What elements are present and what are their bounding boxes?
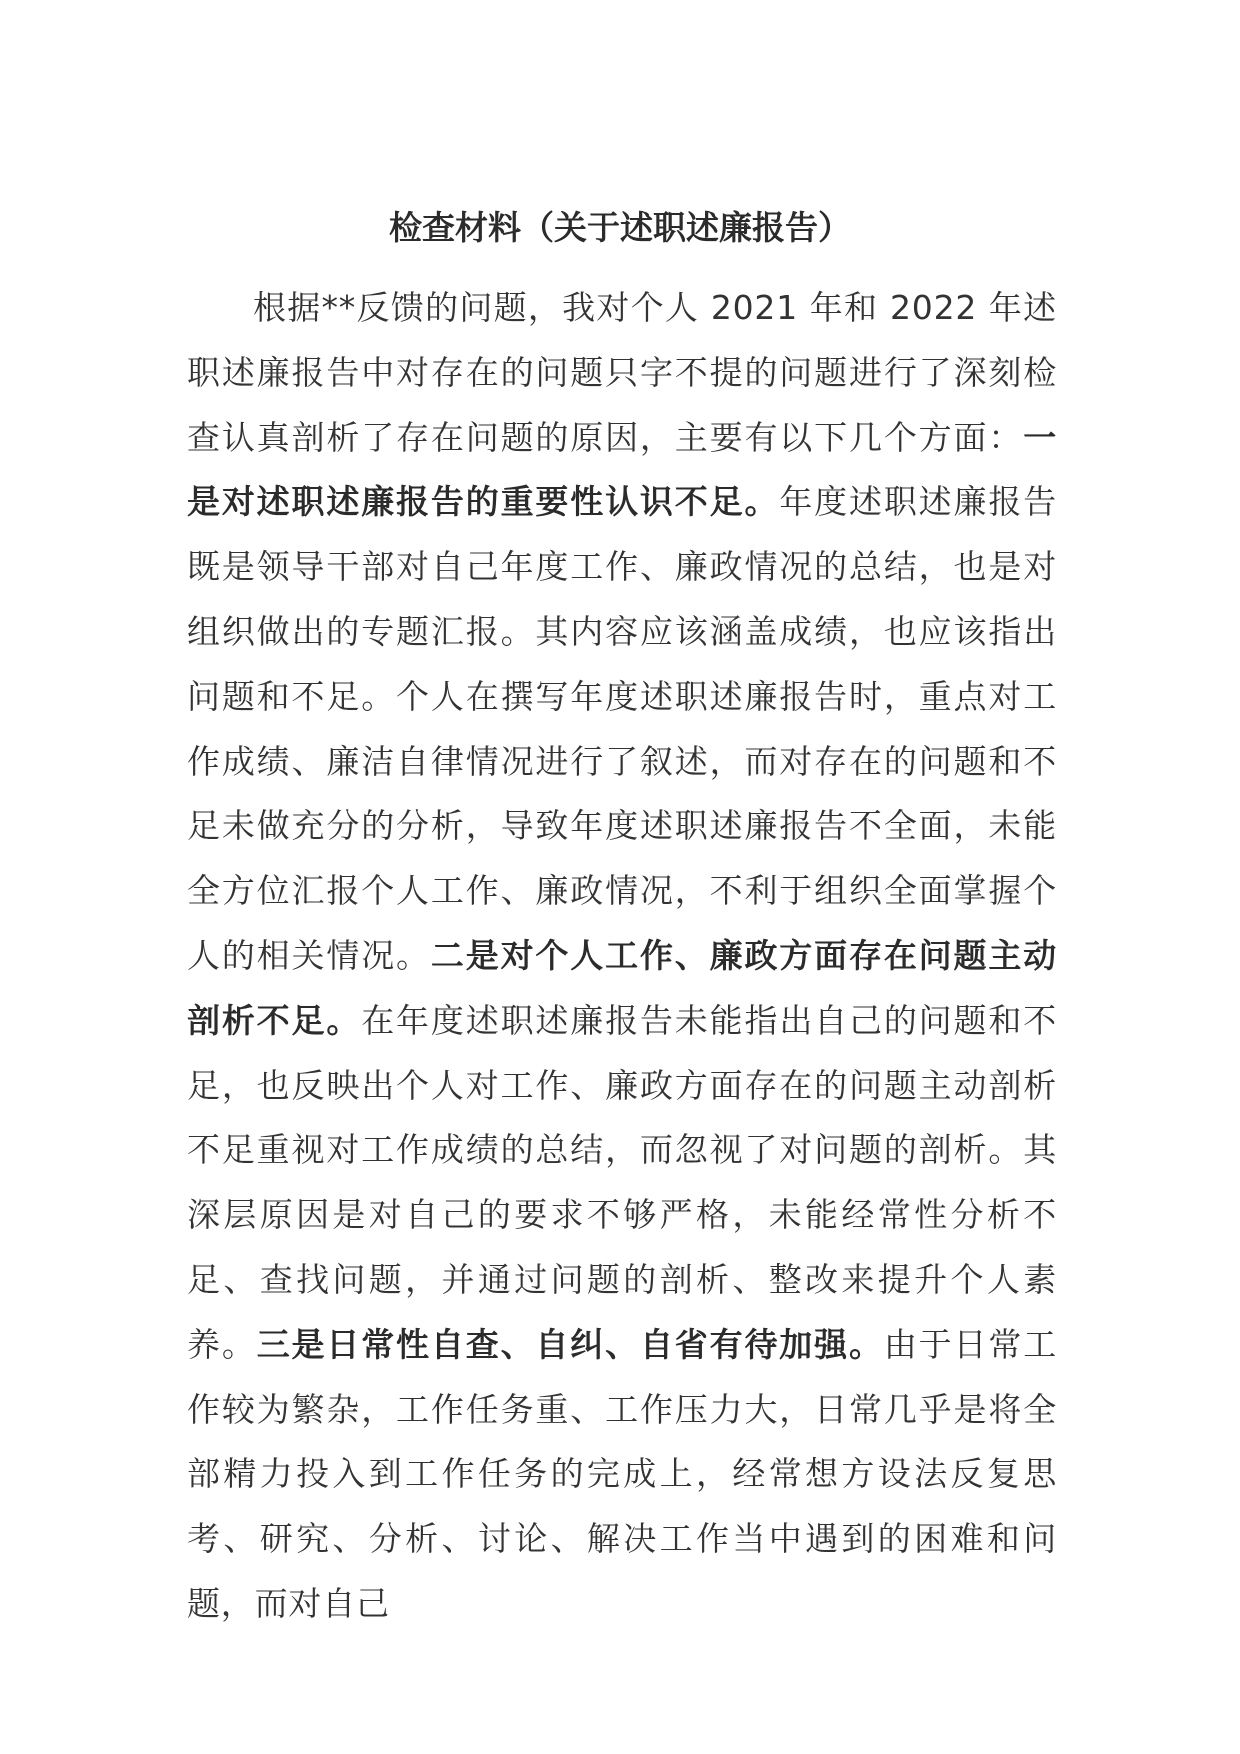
paragraph-segment: 在年度述职述廉报告未能指出自己的问题和不足，也反映出个人对工作、廉政方面存在的问题主动剖析不足重视对工作成绩的总结，而忽视了对问题的剖析。其深层原因是对自己的要求不够严格，未能经常性分析不足、查找问题，并通过问题的剖析、整改来提升个人素养。 xyxy=(187,1000,1058,1364)
paragraph-heading-2: 二是对个人工作、廉政方面存在问题主动剖析不足。 xyxy=(187,935,1057,1040)
paragraph-heading-1: 一是对述职述廉报告的重要性认识不足。 xyxy=(187,417,1057,522)
body-paragraph xyxy=(187,276,1057,1637)
paragraph-segment: 根据**反馈的问题，我对个人 2021 年和 2022 年述职述廉报告中对存在的问题只字不提的问题进行了深刻检查认真剖析了存在问题的原因，主要有以下几个方面： xyxy=(187,288,1057,457)
paragraph-segment: 年度述职述廉报告既是领导干部对自己年度工作、廉政情况的总结，也是对组织做出的专题汇报。其内容应该涵盖成绩，也应该指出问题和不足。个人在撰写年度述职述廉报告时，重点对工作成绩、廉洁自律情况进行了叙述，而对存在的问题和不足未做充分的分析，导致年度述职述廉报告不全面，未能全方位汇报个人工作、廉政情况，不利于组织全面掌握个人的相关情况。 xyxy=(187,482,1057,975)
paragraph-segment: 由于日常工作较为繁杂，工作任务重、工作压力大，日常几乎是将全部精力投入到工作任务的完成上，经常想方设法反复思考、研究、分析、讨论、解决工作当中遇到的困难和问题，而对自己 xyxy=(187,1324,1057,1623)
paragraph-heading-3: 三是日常性自查、自纠、自省有待加强。 xyxy=(256,1324,884,1364)
document-title: 检查材料（关于述职述廉报告） xyxy=(389,208,851,247)
